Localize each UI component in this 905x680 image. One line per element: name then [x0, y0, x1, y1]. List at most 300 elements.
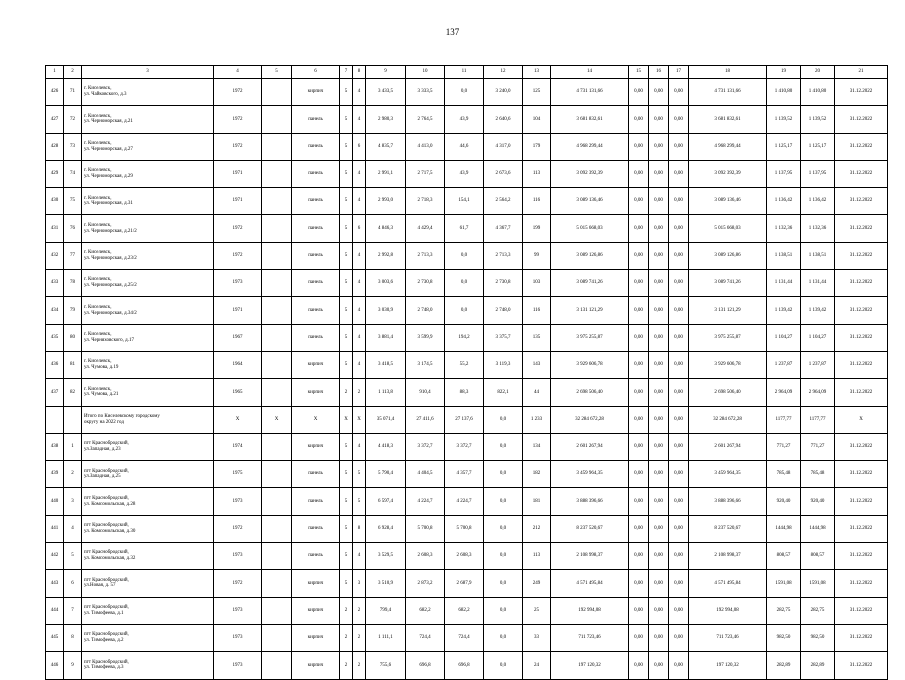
table-cell: панель [292, 297, 340, 324]
table-cell: 3 888 396,66 [551, 488, 629, 515]
table-cell: 0,00 [669, 379, 689, 406]
table-cell: 1 125,17 [801, 133, 835, 160]
table-cell: 3 459 964,35 [551, 461, 629, 488]
table-cell: 0,00 [649, 406, 669, 433]
table-cell: 4 367,7 [484, 215, 523, 242]
table-cell: 696,8 [406, 652, 445, 679]
table-cell: 1 237,87 [767, 351, 801, 378]
table-cell: 755,6 [366, 652, 406, 679]
table-cell: 0,0 [445, 297, 484, 324]
table-cell: панель [292, 133, 340, 160]
table-cell: 212 [523, 515, 551, 542]
table-cell: 5 [340, 543, 353, 570]
table-cell: 0,00 [649, 461, 669, 488]
table-cell: 5 [64, 543, 82, 570]
table-cell: 0,00 [629, 652, 649, 679]
table-cell: 0,00 [629, 160, 649, 187]
table-cell: 1 136,42 [801, 188, 835, 215]
table-cell: 0,00 [649, 433, 669, 460]
table-cell: 1972 [214, 570, 262, 597]
table-row [46, 433, 888, 460]
table-cell [262, 488, 292, 515]
table-cell: 0,00 [649, 597, 669, 624]
column-number-cell: 19 [767, 66, 801, 79]
table-cell: 3 372,7 [406, 433, 445, 460]
table-cell: 0,0 [484, 597, 523, 624]
table-row [46, 570, 888, 597]
table-cell: 6 [64, 570, 82, 597]
table-cell: 436 [46, 351, 64, 378]
column-number-cell: 20 [801, 66, 835, 79]
table-cell: 4 [353, 242, 366, 269]
table-cell: 711 723,46 [551, 624, 629, 651]
table-row [46, 379, 888, 406]
table-cell: 3 089 741,26 [689, 270, 767, 297]
table-cell: 1965 [214, 379, 262, 406]
table-cell: 982,50 [767, 624, 801, 651]
table-cell: 808,57 [801, 543, 835, 570]
table-cell: 4 835,7 [366, 133, 406, 160]
table-cell: 5 [353, 461, 366, 488]
table-cell: 1 237,87 [801, 351, 835, 378]
table-cell: 0,00 [629, 79, 649, 106]
table-cell [262, 461, 292, 488]
table-cell: 1972 [214, 79, 262, 106]
table-cell: 1975 [214, 461, 262, 488]
table-cell: 682,2 [445, 597, 484, 624]
table-cell: 4 413,0 [406, 133, 445, 160]
table-cell: 2 [340, 652, 353, 679]
table-cell: 4 418,3 [366, 433, 406, 460]
table-cell: 1972 [214, 242, 262, 269]
table-cell: 0,00 [629, 570, 649, 597]
table-cell: 0,00 [629, 379, 649, 406]
address-cell: пгт Краснобродский, ул.Западная, д.25 [82, 461, 214, 488]
table-cell: 7 [64, 597, 82, 624]
column-number-row [46, 66, 888, 79]
table-cell: 1971 [214, 188, 262, 215]
table-row [46, 106, 888, 133]
table-cell: 0,00 [629, 242, 649, 269]
table-cell: панель [292, 461, 340, 488]
table-cell: 3 929 606,78 [689, 351, 767, 378]
table-cell: 154,1 [445, 188, 484, 215]
table-cell: 3 929 606,78 [551, 351, 629, 378]
table-cell: 0,00 [669, 79, 689, 106]
table-cell: 0,0 [484, 488, 523, 515]
table-cell: 1973 [214, 488, 262, 515]
table-cell: 0,00 [669, 133, 689, 160]
table-cell: 3 681 832,61 [551, 106, 629, 133]
table-cell: 2 601 267,94 [551, 433, 629, 460]
table-cell: 3 459 964,35 [689, 461, 767, 488]
table-cell: панель [292, 215, 340, 242]
table-cell: 44,6 [445, 133, 484, 160]
table-cell: 1973 [214, 652, 262, 679]
table-cell: 5 [340, 297, 353, 324]
table-cell: 192 994,08 [551, 597, 629, 624]
table-cell: 3 888 396,66 [689, 488, 767, 515]
address-cell: г. Киселевск, ул. Черноморская, д.29 [82, 160, 214, 187]
table-cell: 0,00 [649, 515, 669, 542]
table-cell: 2 764,5 [406, 106, 445, 133]
address-cell: г. Киселевск, ул. Черноморская, д.31 [82, 188, 214, 215]
table-cell: 0,00 [629, 133, 649, 160]
address-cell: пгт Краснобродский, ул. Тимофеева, д.3 [82, 652, 214, 679]
table-cell: 1973 [214, 270, 262, 297]
table-cell: 31.12.2022 [835, 433, 888, 460]
table-cell: 5 [340, 188, 353, 215]
table-cell: 0,00 [629, 624, 649, 651]
table-cell: 426 [46, 79, 64, 106]
address-cell: г. Киселевск, ул. Черноморская, д.34/2 [82, 297, 214, 324]
table-cell: 0,0 [484, 433, 523, 460]
column-number-cell: 17 [669, 66, 689, 79]
table-cell: 1973 [214, 597, 262, 624]
table-cell: 0,00 [649, 133, 669, 160]
table-cell: 31.12.2022 [835, 652, 888, 679]
table-cell: 0,00 [629, 270, 649, 297]
table-cell: 31.12.2022 [835, 297, 888, 324]
table-cell: 3 119,3 [484, 351, 523, 378]
table-cell: 143 [523, 351, 551, 378]
table-cell: 3 131 121,29 [551, 297, 629, 324]
table-cell: 0,00 [629, 488, 649, 515]
table-cell: 5 [340, 215, 353, 242]
table-cell: 2 748,0 [484, 297, 523, 324]
table-cell: 3 975 255,87 [551, 324, 629, 351]
table-cell: 4 731 131,66 [689, 79, 767, 106]
table-cell: 0,0 [484, 515, 523, 542]
table-cell: 1591,08 [801, 570, 835, 597]
table-cell: 0,00 [669, 188, 689, 215]
table-cell: 77 [64, 242, 82, 269]
table-cell: 1 233 [523, 406, 551, 433]
table-cell: 31.12.2022 [835, 624, 888, 651]
table-cell: 3 030,9 [366, 297, 406, 324]
table-cell: 55,2 [445, 351, 484, 378]
column-number-cell: 21 [835, 66, 888, 79]
table-cell [262, 242, 292, 269]
table-cell: 2 717,5 [406, 160, 445, 187]
table-row [46, 270, 888, 297]
table-row [46, 515, 888, 542]
table-cell: 8 [353, 515, 366, 542]
table-cell: 2 698 506,40 [551, 379, 629, 406]
table-cell [262, 106, 292, 133]
table-cell: 31.12.2022 [835, 324, 888, 351]
table-cell: 3 089 126,86 [689, 242, 767, 269]
table-cell: 282,75 [767, 597, 801, 624]
table-cell: 0,00 [669, 406, 689, 433]
table-cell: 920,40 [801, 488, 835, 515]
table-cell: 1 131,44 [767, 270, 801, 297]
table-cell: 3 681 832,61 [689, 106, 767, 133]
housing-registry-table [45, 65, 888, 680]
table-cell [262, 433, 292, 460]
table-cell: 785,48 [801, 461, 835, 488]
table-cell: 433 [46, 270, 64, 297]
table-cell: 0,0 [484, 624, 523, 651]
table-cell: 32 284 672,28 [689, 406, 767, 433]
table-cell: 0,00 [629, 297, 649, 324]
table-cell: 31.12.2022 [835, 160, 888, 187]
table-cell: панель [292, 188, 340, 215]
table-cell: 4 571 495,84 [689, 570, 767, 597]
table-cell: 0,00 [669, 106, 689, 133]
table-cell: 5 [340, 433, 353, 460]
address-cell: пгт Краснобродский, ул. Комсомольская, д.32 [82, 543, 214, 570]
table-cell: 439 [46, 461, 64, 488]
table-cell: 0,00 [629, 188, 649, 215]
table-cell: X [835, 406, 888, 433]
table-cell: 6 597,4 [366, 488, 406, 515]
table-cell: 135 [523, 324, 551, 351]
table-cell [262, 570, 292, 597]
table-cell: 116 [523, 188, 551, 215]
table-cell: 3 881,4 [366, 324, 406, 351]
table-cell: 116 [523, 297, 551, 324]
table-cell: 2 608,3 [445, 543, 484, 570]
table-cell: 3 092 392,39 [689, 160, 767, 187]
table-row [46, 597, 888, 624]
table-cell: 4 [353, 188, 366, 215]
table-cell: 1 138,51 [801, 242, 835, 269]
table-cell: 0,00 [629, 215, 649, 242]
table-cell: 2 [340, 624, 353, 651]
table-cell: 3 975 255,87 [689, 324, 767, 351]
table-cell: 0,00 [669, 297, 689, 324]
table-cell: 2 748,0 [406, 297, 445, 324]
table-cell: 35 071,4 [366, 406, 406, 433]
table-cell: 431 [46, 215, 64, 242]
table-cell: 0,00 [649, 270, 669, 297]
address-cell: г. Киселевск, ул. Черноморская, д.21/2 [82, 215, 214, 242]
table-cell: X [353, 406, 366, 433]
table-cell: 2 601 267,94 [689, 433, 767, 460]
column-number-cell: 2 [64, 66, 82, 79]
table-cell: 32 284 672,28 [551, 406, 629, 433]
table-cell [262, 543, 292, 570]
table-cell: 4 846,3 [366, 215, 406, 242]
table-cell: 4 [353, 270, 366, 297]
table-cell: 4 224,7 [406, 488, 445, 515]
table-cell: 0,0 [484, 570, 523, 597]
table-cell: 808,57 [767, 543, 801, 570]
subtotal-row [46, 406, 888, 433]
table-cell: 724,4 [445, 624, 484, 651]
table-cell: 771,27 [801, 433, 835, 460]
address-cell: г. Киселевск, ул. Черноморская, д.25/2 [82, 270, 214, 297]
table-cell: 72 [64, 106, 82, 133]
table-cell: 3 089 136,46 [551, 188, 629, 215]
table-cell: 435 [46, 324, 64, 351]
table-cell: 0,00 [669, 515, 689, 542]
column-number-cell: 10 [406, 66, 445, 79]
table-cell: 25 [523, 597, 551, 624]
table-cell: 2 993,0 [366, 188, 406, 215]
table-cell: 3 418,5 [366, 351, 406, 378]
table-cell: 440 [46, 488, 64, 515]
table-cell: 4 [353, 297, 366, 324]
table-cell: 31.12.2022 [835, 242, 888, 269]
table-cell: 3 372,7 [445, 433, 484, 460]
table-cell: 104 [523, 106, 551, 133]
table-cell: 2 964,09 [801, 379, 835, 406]
table-row [46, 543, 888, 570]
table-row [46, 188, 888, 215]
table-cell [262, 624, 292, 651]
table-cell: 3 089 126,86 [551, 242, 629, 269]
table-cell: панель [292, 488, 340, 515]
table-cell: 1964 [214, 351, 262, 378]
column-number-cell: 11 [445, 66, 484, 79]
table-cell: 282,89 [801, 652, 835, 679]
table-cell: 771,27 [767, 433, 801, 460]
table-cell: 179 [523, 133, 551, 160]
table-cell: 2 718,3 [406, 188, 445, 215]
table-cell: 1974 [214, 433, 262, 460]
table-cell: 2 713,3 [484, 242, 523, 269]
table-cell: 31.12.2022 [835, 488, 888, 515]
table-cell: 1 139,42 [767, 297, 801, 324]
table-cell: 3 240,0 [484, 79, 523, 106]
table-cell: 0,00 [669, 324, 689, 351]
table-cell: 31.12.2022 [835, 351, 888, 378]
table-cell: 4 317,0 [484, 133, 523, 160]
table-cell: 2 992,8 [366, 242, 406, 269]
table-row [46, 297, 888, 324]
column-number-cell: 18 [689, 66, 767, 79]
table-cell [262, 188, 292, 215]
table-cell: 103 [523, 270, 551, 297]
table-cell: 5 700,8 [406, 515, 445, 542]
table-cell: кирпич [292, 351, 340, 378]
table-cell: 427 [46, 106, 64, 133]
table-cell: 33 [523, 624, 551, 651]
address-cell: пгт Краснобродский, ул. Тимофеева, д.1 [82, 597, 214, 624]
table-cell: 4 [353, 433, 366, 460]
table-cell: 785,48 [767, 461, 801, 488]
table-cell: 2 991,1 [366, 160, 406, 187]
table-cell: 446 [46, 652, 64, 679]
table-cell: 249 [523, 570, 551, 597]
table-cell: 181 [523, 488, 551, 515]
address-cell: г. Киселевск, ул. Черноморская, д.27 [82, 133, 214, 160]
table-row [46, 133, 888, 160]
table-cell: 1972 [214, 515, 262, 542]
table-cell: 0,0 [445, 242, 484, 269]
table-cell: 445 [46, 624, 64, 651]
table-cell: 2 980,3 [366, 106, 406, 133]
table-cell: 74 [64, 160, 82, 187]
column-number-cell: 6 [292, 66, 340, 79]
address-cell: пгт Краснобродский, ул. Комсомольская, д.28 [82, 488, 214, 515]
table-cell: 1967 [214, 324, 262, 351]
table-row [46, 488, 888, 515]
table-row [46, 652, 888, 679]
table-cell: 1177,77 [767, 406, 801, 433]
table-cell: 1972 [214, 133, 262, 160]
table-cell: 982,50 [801, 624, 835, 651]
table-cell: 1 137,95 [801, 160, 835, 187]
address-cell: пгт Краснобродский, ул.Новая, д. 57 [82, 570, 214, 597]
table-cell [262, 324, 292, 351]
table-cell: 2 687,9 [445, 570, 484, 597]
table-cell: 192 994,08 [689, 597, 767, 624]
table-cell: панель [292, 324, 340, 351]
table-cell: 0,00 [649, 652, 669, 679]
table-cell [262, 215, 292, 242]
table-row [46, 160, 888, 187]
table-cell: 1 113,8 [366, 379, 406, 406]
table-cell: 0,0 [445, 79, 484, 106]
table-cell: 3 089 136,46 [689, 188, 767, 215]
table-cell: 1 139,52 [767, 106, 801, 133]
table-cell: 0,0 [484, 461, 523, 488]
column-number-cell: 15 [629, 66, 649, 79]
table-cell: 2 108 998,37 [689, 543, 767, 570]
table-cell: 0,00 [629, 351, 649, 378]
table-cell: 5 [340, 106, 353, 133]
table-cell: 2 713,3 [406, 242, 445, 269]
table-cell: 24 [523, 652, 551, 679]
table-cell: 2 730,8 [484, 270, 523, 297]
table-cell: 282,75 [801, 597, 835, 624]
table-cell: 434 [46, 297, 64, 324]
table-cell: 1 104,27 [801, 324, 835, 351]
table-cell: 1971 [214, 160, 262, 187]
table-cell: 2 108 998,37 [551, 543, 629, 570]
table-cell: 82 [64, 379, 82, 406]
table-cell: 1 410,80 [767, 79, 801, 106]
table-cell: 5 700,8 [445, 515, 484, 542]
address-cell: пгт Краснобродский, ул. Тимофеева, д.2 [82, 624, 214, 651]
address-cell: г. Киселевск, ул. Чайковского, д.3 [82, 79, 214, 106]
table-cell: 1 139,42 [801, 297, 835, 324]
table-cell: 0,00 [649, 215, 669, 242]
table-cell: 8 237 520,67 [689, 515, 767, 542]
table-cell: 31.12.2022 [835, 106, 888, 133]
table-cell: 0,00 [649, 624, 669, 651]
address-cell: г. Киселевск, ул. Черноморская, д.23/2 [82, 242, 214, 269]
table-cell: 1 137,95 [767, 160, 801, 187]
table-cell: 3 529,5 [366, 543, 406, 570]
table-cell: 0,00 [669, 624, 689, 651]
table-cell: кирпич [292, 652, 340, 679]
table-cell: 0,00 [649, 324, 669, 351]
table-cell: 4 [353, 351, 366, 378]
table-row [46, 461, 888, 488]
table-cell: 0,00 [669, 351, 689, 378]
table-cell: 0,00 [649, 543, 669, 570]
table-cell: 75 [64, 188, 82, 215]
table-cell: 0,00 [629, 406, 649, 433]
table-cell: 5 [340, 324, 353, 351]
table-cell: 5 [340, 242, 353, 269]
table-cell: 1 136,42 [767, 188, 801, 215]
table-cell: 0,00 [629, 106, 649, 133]
table-cell: кирпич [292, 433, 340, 460]
table-cell: 0,0 [484, 543, 523, 570]
table-cell: 2 964,09 [767, 379, 801, 406]
table-cell: 31.12.2022 [835, 461, 888, 488]
table-cell: 1 138,51 [767, 242, 801, 269]
table-cell: 2 673,6 [484, 160, 523, 187]
table-cell: 113 [523, 160, 551, 187]
table-cell: X [262, 406, 292, 433]
table-cell [262, 79, 292, 106]
